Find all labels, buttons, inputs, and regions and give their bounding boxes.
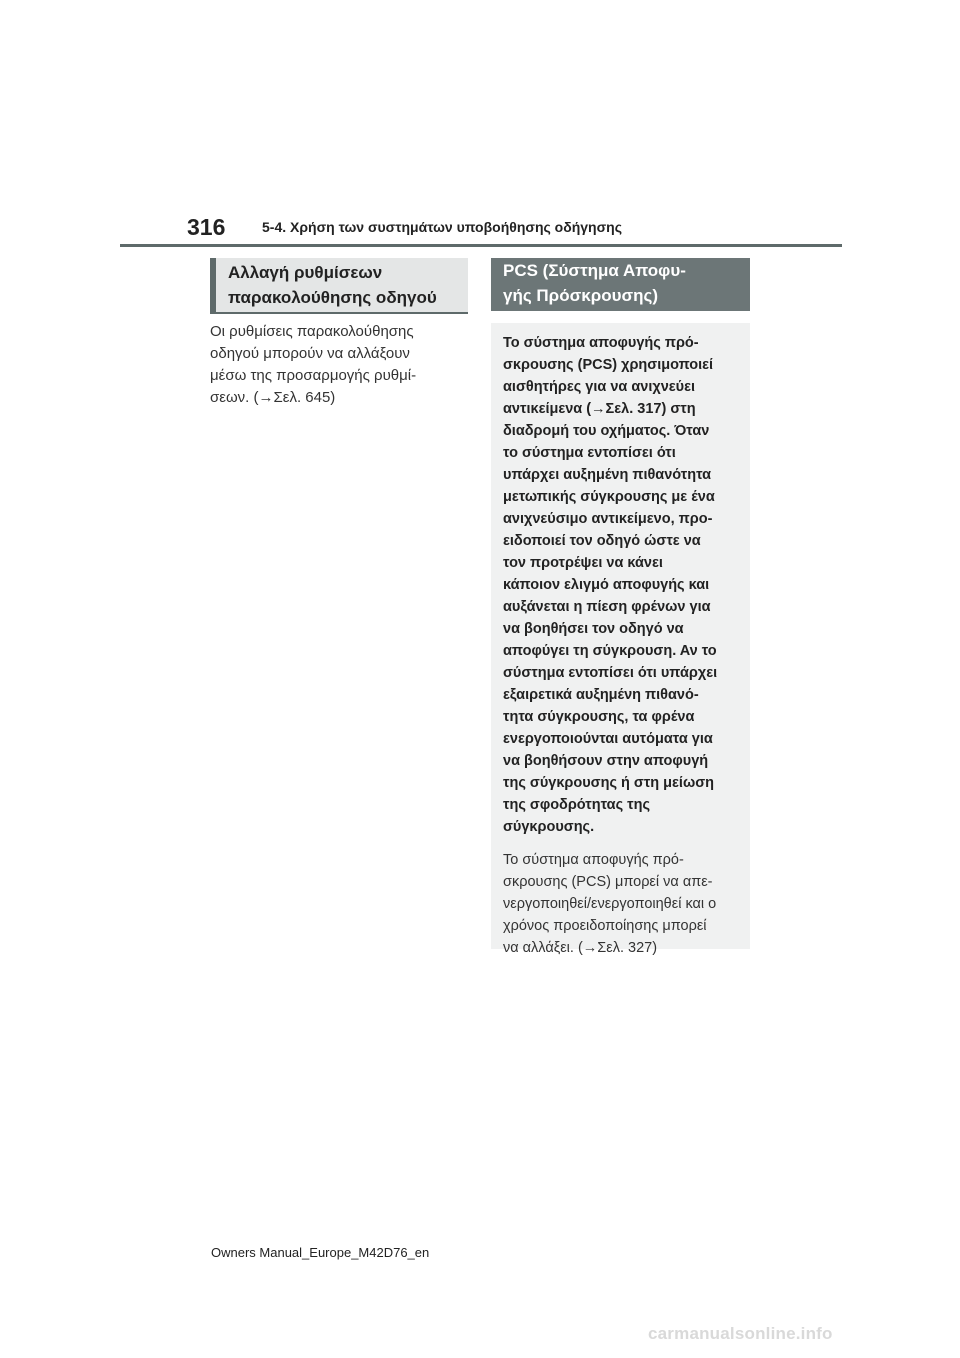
paragraph-line: σκρουσης (PCS) μπορεί να απε-	[503, 874, 713, 890]
paragraph-line: Το σύστημα αποφυγής πρό-	[503, 852, 684, 868]
driver-monitor-settings-text	[210, 321, 468, 409]
paragraph-line: να αλλάξει. (→Σελ. 327)	[503, 940, 658, 956]
paragraph-line: διαδρομή του οχήματος. Όταν	[503, 423, 710, 439]
paragraph-line: αισθητήρες για να ανιχνεύει	[503, 379, 695, 395]
paragraph-line: το σύστημα εντοπίσει ότι	[503, 445, 676, 461]
paragraph-line: αποφύγει τη σύγκρουση. Αν το	[503, 643, 717, 659]
paragraph-line: της σφοδρότητας της	[503, 797, 651, 813]
page-number: 316	[187, 214, 226, 240]
paragraph-line: χρόνος προειδοποίησης μπορεί	[503, 918, 707, 934]
paragraph-line: μετωπικής σύγκρουσης με ένα	[503, 489, 715, 505]
paragraph-line: εξαιρετικά αυξημένη πιθανό-	[503, 687, 699, 703]
body-line: Οι ρυθμίσεις παρακολούθησης	[210, 323, 414, 340]
paragraph-line: υπάρχει αυξημένη πιθανότητα	[503, 467, 712, 483]
body-line: σεων. (→Σελ. 645)	[210, 389, 336, 406]
footer-manual-id: Owners Manual_Europe_M42D76_en	[211, 1245, 430, 1260]
body-line: μέσω της προσαρμογής ρυθμί-	[210, 367, 417, 384]
paragraph-line: σύγκρουσης.	[503, 819, 595, 835]
heading-line: παρακολούθησης οδηγού	[228, 288, 437, 307]
driver-monitor-settings-heading	[210, 258, 468, 314]
pcs-heading	[491, 258, 750, 311]
header-divider	[120, 244, 842, 247]
paragraph-line: ενεργοποιούνται αυτόματα για	[503, 731, 713, 747]
watermark: carmanualsonline.info	[648, 1324, 833, 1343]
paragraph-line: της σύγκρουσης ή στη μείωση	[503, 775, 714, 791]
paragraph-line: τον προτρέψει να κάνει	[503, 555, 663, 571]
heading-line: PCS (Σύστημα Αποφυ-	[503, 261, 686, 280]
heading-line: Αλλαγή ρυθμίσεων	[228, 263, 383, 282]
paragraph-line: ανιχνεύσιμο αντικείμενο, προ-	[503, 511, 713, 527]
pcs-description-panel	[491, 323, 750, 956]
paragraph-line: τητα σύγκρουσης, τα φρένα	[503, 709, 695, 725]
heading-line: γής Πρόσκρουσης)	[503, 286, 659, 305]
pcs-bold-paragraph	[503, 332, 740, 838]
paragraph-line: σύστημα εντοπίσει ότι υπάρχει	[503, 665, 718, 681]
pcs-settings-paragraph	[503, 849, 740, 959]
paragraph-line: ειδοποιεί τον οδηγό ώστε να	[503, 533, 701, 549]
paragraph-line: κάποιον ελιγμό αποφυγής και	[503, 577, 710, 593]
paragraph-line: σκρουσης (PCS) χρησιμοποιεί	[503, 357, 714, 373]
paragraph-line: αυξάνεται η πίεση φρένων για	[503, 599, 711, 615]
section-title: 5-4. Χρήση των συστημάτων υποβοήθησης οδήγησης	[262, 219, 623, 235]
paragraph-line: να βοηθήσουν στην αποφυγή	[503, 753, 709, 769]
body-line: οδηγού μπορούν να αλλάξουν	[210, 345, 410, 362]
paragraph-line: να βοηθήσει τον οδηγό να	[503, 621, 684, 637]
paragraph-line: αντικείμενα (→Σελ. 317) στη	[503, 401, 696, 417]
paragraph-line: νεργοποιηθεί/ενεργοποιηθεί και ο	[503, 896, 717, 912]
paragraph-line: Το σύστημα αποφυγής πρό-	[503, 335, 699, 351]
